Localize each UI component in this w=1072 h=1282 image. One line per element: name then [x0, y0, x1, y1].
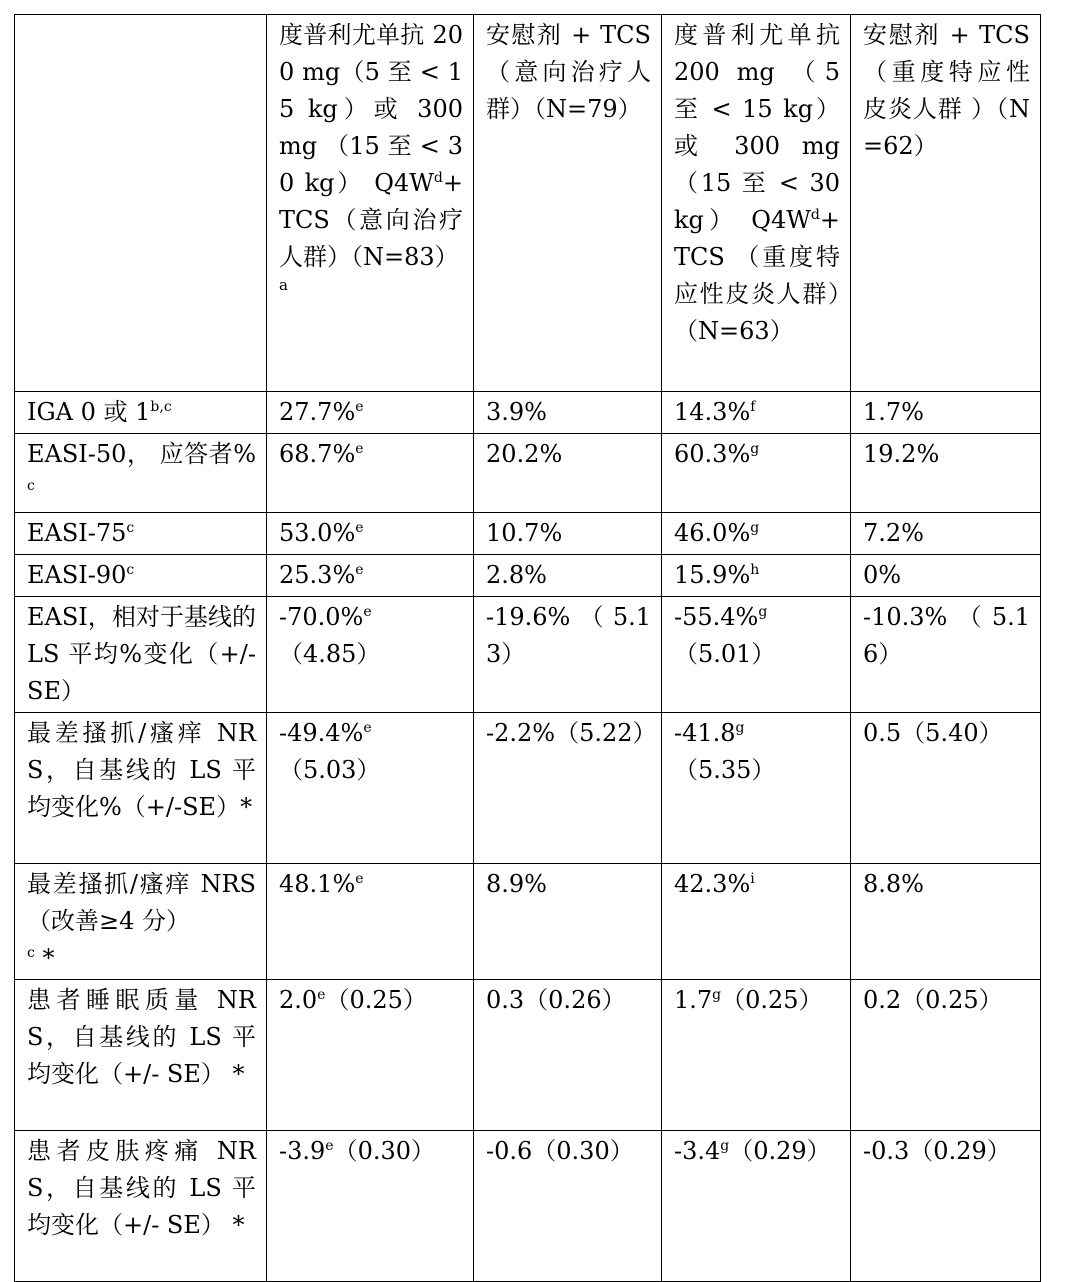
row-label: EASI-75$^c$: [15, 513, 267, 555]
footnote-a: a: [279, 276, 288, 294]
cell-value: 25.3%$^e$: [267, 555, 474, 597]
header-empty-cell: [15, 15, 267, 392]
row-label: 患者睡眠质量 NRS，自基线的 LS 平均变化（+/- SE） *: [15, 980, 267, 1131]
cell-value: 8.9%: [474, 864, 662, 980]
row-label: EASI，相对于基线的 LS 平均%变化（+/-SE）: [15, 597, 267, 713]
cell-value: 8.8%: [851, 864, 1041, 980]
cell-value: 0.5（5.40）: [851, 713, 1041, 864]
table-row: [15, 1131, 1041, 1282]
cell-value: -3.9e（0.30）: [267, 1131, 474, 1282]
cell-value: -3.4$^g$（0.29）: [662, 1131, 851, 1282]
header-dupilumab-itt: 度普利尤单抗 200 mg（5 至 < 15 kg）或 300 mg （15 至 < 30 kg） $Q4W^d+ TCS$（意向治疗人群）（N=83） a: [267, 15, 474, 392]
row-label: EASI-90$^c$: [15, 555, 267, 597]
cell-value: 0.2（0.25）: [851, 980, 1041, 1131]
row-label: IGA 0 或 1$^{b,c}$: [15, 392, 267, 434]
cell-value: 48.1%$^e$: [267, 864, 474, 980]
cell-value: 1.7$^g$（0.25）: [662, 980, 851, 1131]
table-row: [15, 392, 1041, 434]
cell-value: 27.7%$^e$: [267, 392, 474, 434]
cell-value: -19.6%（5.13）: [474, 597, 662, 713]
cell-value: 15.9%$^h$: [662, 555, 851, 597]
cell-value: 68.7%$^e$: [267, 434, 474, 513]
cell-value: 60.3%$^g$: [662, 434, 851, 513]
table-row: [15, 555, 1041, 597]
cell-value: 2.0e（0.25）: [267, 980, 474, 1131]
cell-value: -49.4%$^e$（5.03）: [267, 713, 474, 864]
cell-value: -0.3（0.29）: [851, 1131, 1041, 1282]
cell-value: 1.7%: [851, 392, 1041, 434]
cell-value: 0.3（0.26）: [474, 980, 662, 1131]
cell-value: 42.3%$^i$: [662, 864, 851, 980]
table-row: [15, 513, 1041, 555]
row-label: 最差搔抓/瘙痒 NRS （改善≥4 分） $^c$ *: [15, 864, 267, 980]
cell-value: 7.2%: [851, 513, 1041, 555]
cell-value: 53.0%$^e$: [267, 513, 474, 555]
row-label: EASI-50， 应答者% $^c$: [15, 434, 267, 513]
header-placebo-itt: 安慰剂 + TCS（意向治疗人群）（N=79）: [474, 15, 662, 392]
header-dupilumab-severe: 度普利尤单抗 200 mg （5 至 < 15 kg） 或 300 mg （15 至 < 30 kg） $Q4W^d+$ TCS （重度特应性皮炎人群）（N=63）: [662, 15, 851, 392]
cell-value: -41.8$^g$（5.35）: [662, 713, 851, 864]
table-row: [15, 713, 1041, 864]
header-placebo-severe: 安慰剂 + TCS （重度特应性皮炎人群 ）（N=62）: [851, 15, 1041, 392]
cell-value: 10.7%: [474, 513, 662, 555]
cell-value: -2.2%（5.22）: [474, 713, 662, 864]
cell-value: -10.3%（5.16）: [851, 597, 1041, 713]
efficacy-table: [14, 14, 1041, 1282]
cell-value: 3.9%: [474, 392, 662, 434]
cell-value: 14.3%$^f$: [662, 392, 851, 434]
cell-value: -70.0%$^e$ （4.85）: [267, 597, 474, 713]
cell-value: 2.8%: [474, 555, 662, 597]
cell-value: 19.2%: [851, 434, 1041, 513]
cell-value: 20.2%: [474, 434, 662, 513]
row-label: 患者皮肤疼痛 NRS，自基线的 LS 平均变化（+/- SE） *: [15, 1131, 267, 1282]
cell-value: -55.4%$^g$ （5.01）: [662, 597, 851, 713]
table-row: [15, 980, 1041, 1131]
table-header-row: [15, 15, 1041, 392]
table-row: [15, 434, 1041, 513]
table-row: [15, 864, 1041, 980]
row-label: 最差搔抓/瘙痒 NRS，自基线的 LS 平均变化%（+/-SE）*: [15, 713, 267, 864]
cell-value: 46.0%$^g$: [662, 513, 851, 555]
cell-value: -0.6（0.30）: [474, 1131, 662, 1282]
table-row: [15, 597, 1041, 713]
cell-value: 0%: [851, 555, 1041, 597]
